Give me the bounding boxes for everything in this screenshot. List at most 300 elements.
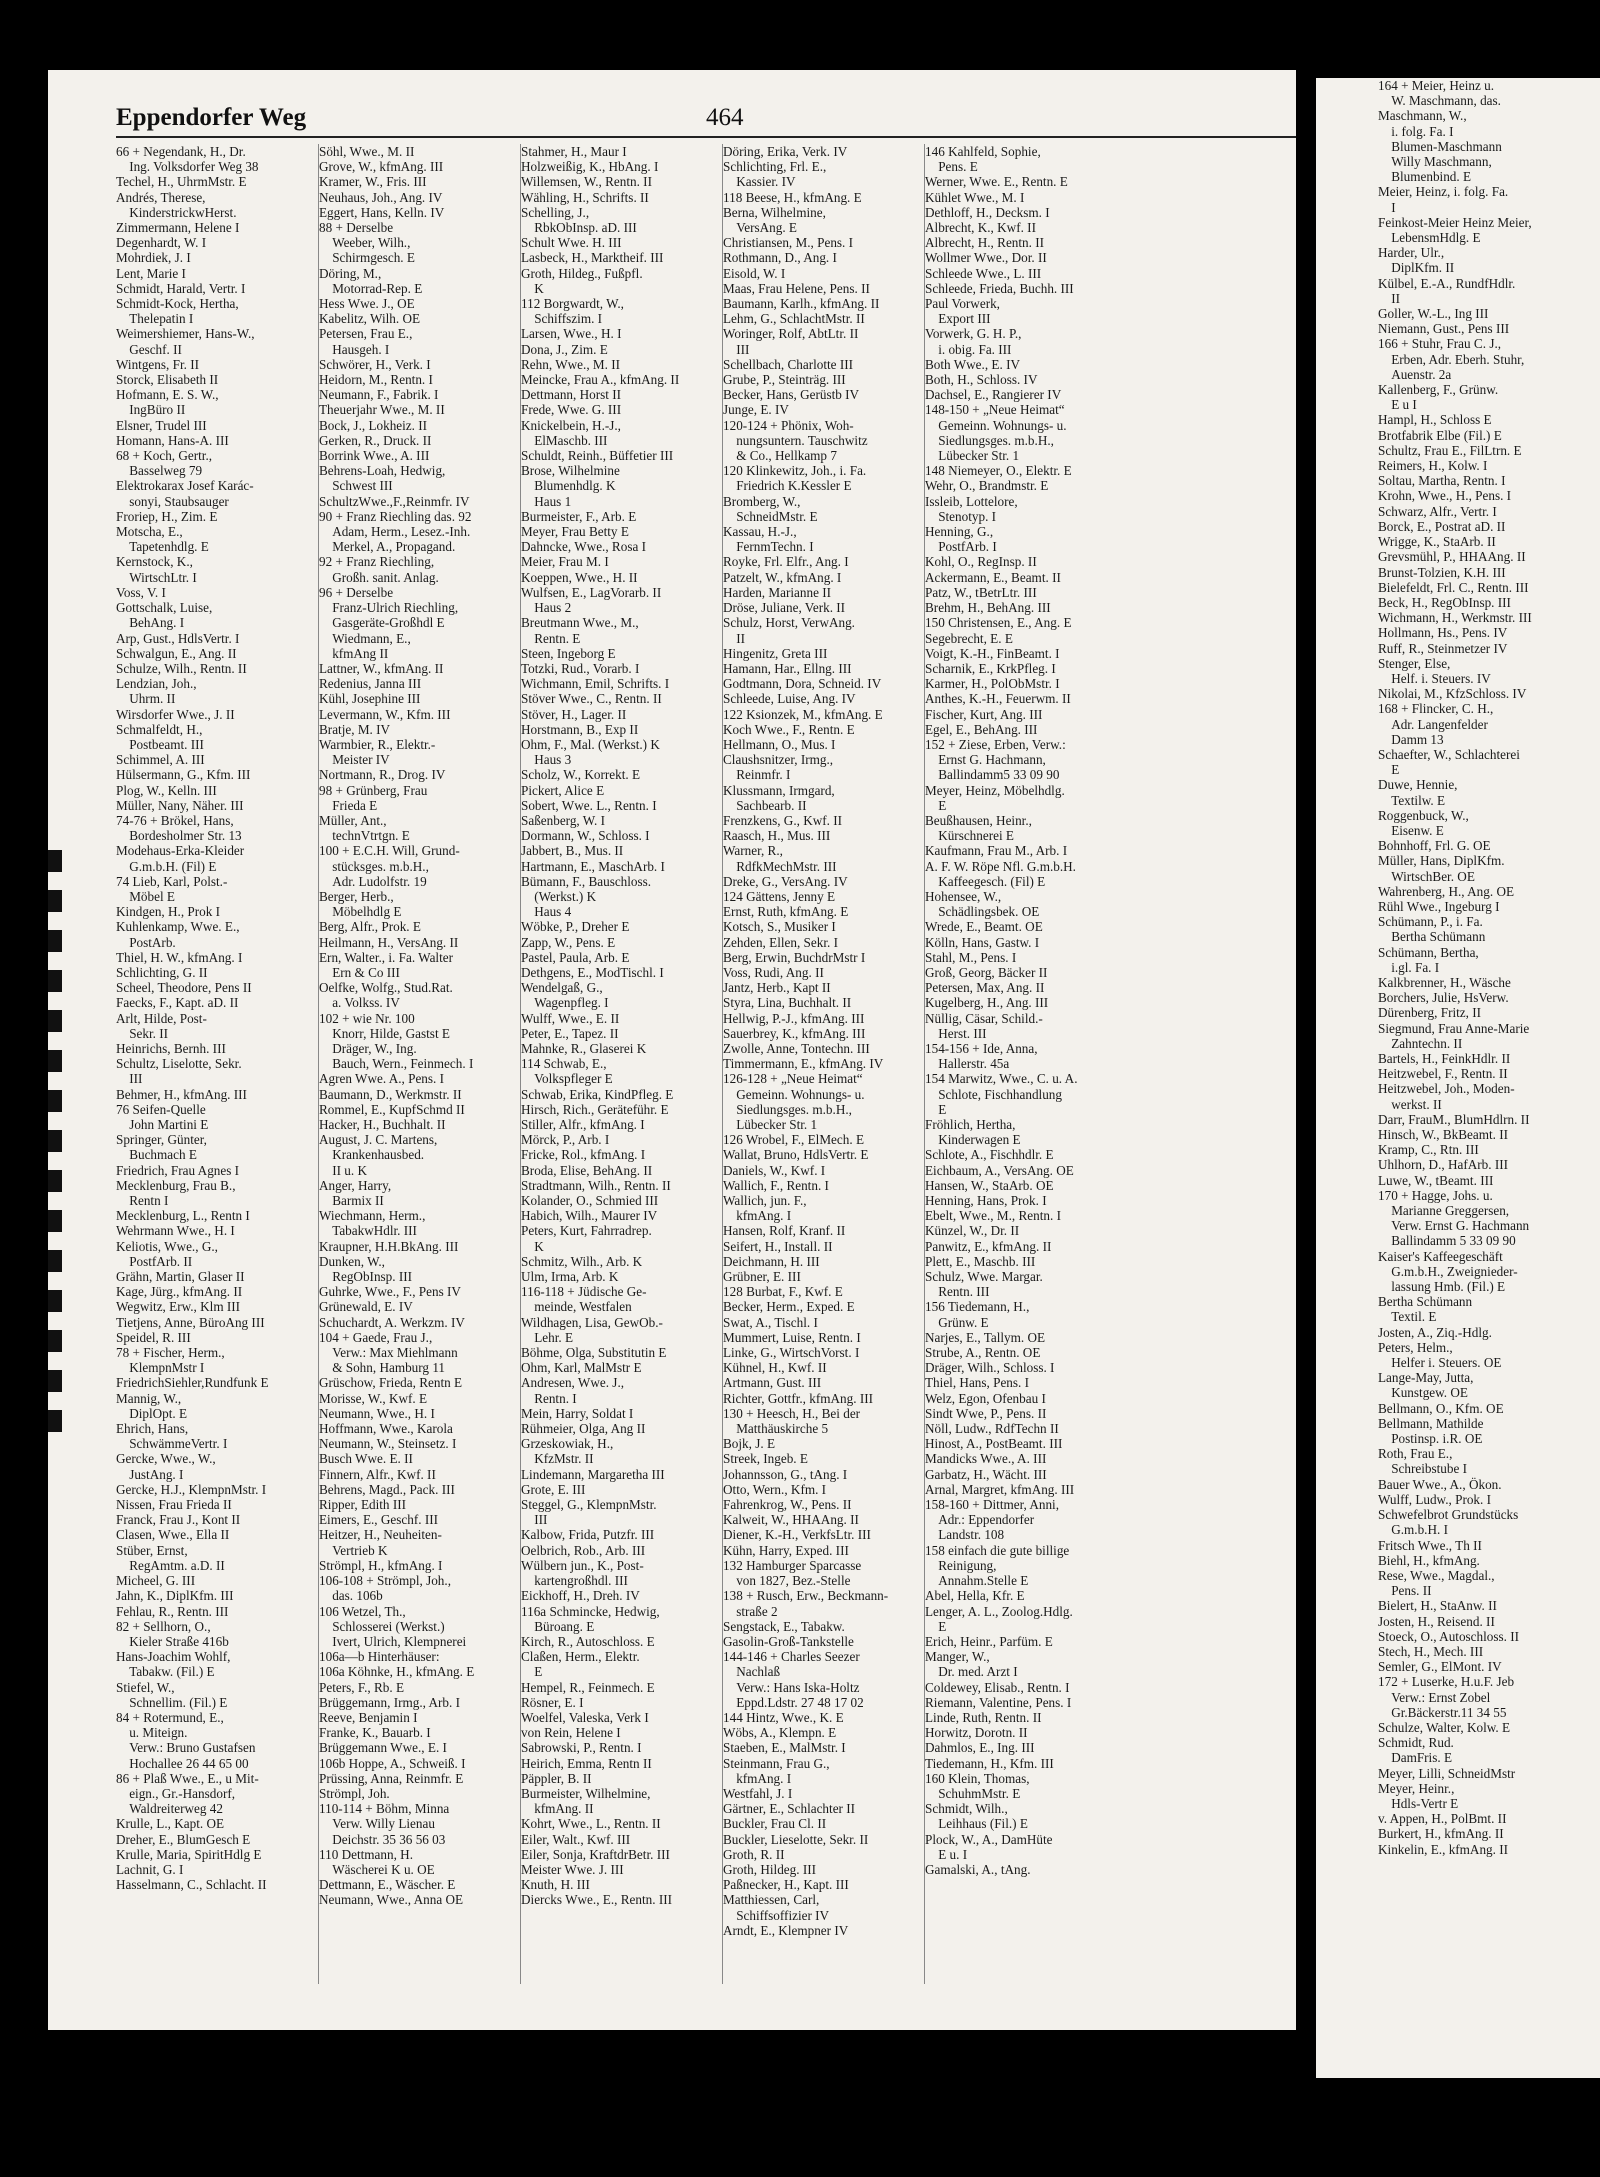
directory-entry: Kalweit, W., HHAAng. II: [723, 1512, 859, 1528]
directory-entry: Hans-Joachim Wohlf,: [116, 1649, 231, 1665]
directory-entry: Haus 3: [521, 752, 572, 768]
directory-entry: Ivert, Ulrich, Klempnerei: [319, 1633, 467, 1649]
directory-entry: Heinrichs, Bernh. III: [116, 1040, 226, 1056]
directory-entry: Wahrenberg, H., Ang. OE: [1378, 883, 1515, 899]
directory-entry: Goller, W.-L., Ing III: [1378, 306, 1489, 322]
directory-entry: Horwitz, Dorotn. II: [925, 1725, 1028, 1741]
directory-entry: G.m.b.H. I: [1378, 1522, 1448, 1538]
directory-entry: Grzeskowiak, H.,: [521, 1436, 614, 1452]
directory-entry: Wrede, E., Beamt. OE: [925, 919, 1043, 935]
directory-entry: Darr, FrauM., BlumHdlrn. II: [1378, 1111, 1530, 1127]
directory-entry: Jabbert, B., Mus. II: [521, 843, 624, 859]
directory-entry: i. folg. Fa. I: [1378, 123, 1454, 139]
directory-entry: IngBüro II: [116, 402, 186, 418]
directory-entry: 106 Wetzel, Th.,: [319, 1603, 406, 1619]
directory-entry: Kalkbrenner, H., Wäsche: [1378, 974, 1511, 990]
directory-entry: werkst. II: [1378, 1096, 1442, 1112]
directory-entry: Wichmann, H., Werkmstr. III: [1378, 610, 1532, 626]
directory-entry: 172 + Luserke, H.u.F. Jeb: [1378, 1674, 1515, 1690]
directory-entry: Scholz, W., Korrekt. E: [521, 767, 641, 783]
directory-entry: 110 Dettmann, H.: [319, 1846, 414, 1862]
directory-entry: Paßnecker, H., Kapt. III: [723, 1877, 849, 1893]
directory-entry: Wegwitz, Erw., Klm III: [116, 1299, 241, 1315]
directory-entry: Stoeck, O., Autoschloss. II: [1378, 1628, 1520, 1644]
directory-entry: Heitzwebel, F., Rentn. II: [1378, 1066, 1508, 1082]
directory-entry: Arnal, Margret, kfmAng. III: [925, 1481, 1075, 1497]
directory-entry: Deichmann, H. III: [723, 1253, 820, 1269]
directory-entry: Meyer, Heinr.,: [1378, 1780, 1455, 1796]
directory-entry: RegObInsp. III: [319, 1269, 413, 1285]
directory-entry: Hollmann, Hs., Pens. IV: [1378, 625, 1508, 641]
directory-entry: Pens. II: [1378, 1583, 1432, 1599]
directory-entry: 158 einfach die gute billige: [925, 1542, 1070, 1558]
directory-entry: Hansen, Rolf, Kranf. II: [723, 1223, 846, 1239]
directory-entry: 114 Schwab, E.,: [521, 1056, 607, 1072]
directory-entry: Bock, J., Lokheiz. II: [319, 417, 428, 433]
directory-entry: Brotfabrik Elbe (Fil.) E: [1378, 427, 1502, 443]
directory-entry: Kölln, Hans, Gastw. I: [925, 934, 1040, 950]
directory-entry: 88 + Derselbe: [319, 220, 394, 236]
directory-entry: A. F. W. Röpe Nfl. G.m.b.H.: [925, 858, 1076, 874]
directory-entry: Hellwig, P.-J., kfmAng. III: [723, 1010, 865, 1026]
directory-column-5: [924, 144, 1123, 1984]
directory-entry: Schulz, Horst, VerwAng.: [723, 615, 855, 631]
directory-entry: Bellmann, O., Kfm. OE: [1378, 1400, 1504, 1416]
directory-entry: Meier, Heinz, i. folg. Fa.: [1378, 184, 1509, 200]
directory-entry: Verw. Willy Lienau: [319, 1816, 435, 1832]
directory-entry: Styra, Lina, Buchhalt. II: [723, 995, 852, 1011]
directory-entry: Broda, Elise, BehAng. II: [521, 1162, 653, 1178]
directory-entry: E: [925, 1101, 947, 1117]
directory-entry: Nortmann, R., Drog. IV: [319, 767, 446, 783]
directory-entry: Baumann, D., Werkmstr. II: [319, 1086, 462, 1102]
directory-entry: Paul Vorwerk,: [925, 296, 1000, 312]
directory-entry: Kramp, C., Rtn. III: [1378, 1142, 1479, 1158]
page-number: 464: [706, 104, 744, 131]
directory-entry: Sabrowski, P., Rentn. I: [521, 1740, 642, 1756]
directory-entry: kfmAng. I: [723, 1208, 792, 1224]
directory-entry: Motorrad-Rep. E: [319, 280, 423, 296]
directory-entry: Verw.: Ernst Zobel: [1378, 1689, 1491, 1705]
directory-entry: Bellmann, Mathilde: [1378, 1415, 1484, 1431]
directory-entry: Wrigge, K., StaArb. II: [1378, 534, 1496, 550]
directory-entry: Bojk, J. E: [723, 1436, 776, 1452]
directory-entry: 118 Beese, H., kfmAng. E: [723, 189, 862, 205]
directory-entry: LebensmHdlg. E: [1378, 230, 1481, 246]
directory-entry: Helf. i. Steuers. IV: [1378, 670, 1491, 686]
directory-entry: Hempel, R., Feinmech. E: [521, 1679, 655, 1695]
directory-entry: Patzelt, W., kfmAng. I: [723, 569, 842, 585]
directory-entry: Motscha, E.,: [116, 524, 183, 540]
directory-entry: Feinkost-Meier Heinz Meier,: [1378, 214, 1532, 230]
directory-entry: Steggel, G., KlempnMstr.: [521, 1497, 657, 1513]
directory-entry: Behmer, H., kfmAng. III: [116, 1086, 247, 1102]
directory-entry: Dreher, E., BlumGesch E: [116, 1831, 251, 1847]
directory-entry: Koch Wwe., F., Rentn. E: [723, 721, 855, 737]
directory-entry: Fricke, Rol., kfmAng. I: [521, 1147, 646, 1163]
directory-entry: Schmitz, Wilh., Arb. K: [521, 1253, 643, 1269]
directory-entry: Schlichting, Frl. E.,: [723, 159, 827, 175]
directory-entry: 170 + Hagge, Johs. u.: [1378, 1187, 1493, 1203]
page-header: [116, 104, 1296, 148]
directory-entry: JustAng. I: [116, 1466, 184, 1482]
directory-entry: Schaefter, W., Schlachterei: [1378, 746, 1520, 762]
directory-entry: Luwe, W., tBeamt. III: [1378, 1172, 1494, 1188]
directory-entry: Haus 2: [521, 600, 572, 616]
directory-entry: von 1827, Bez.-Stelle: [723, 1573, 851, 1589]
directory-entry: Gercke, H.J., KlempnMstr. I: [116, 1481, 267, 1497]
directory-entry: Strömpl, H., kfmAng. I: [319, 1557, 443, 1573]
directory-entry: II: [723, 630, 745, 646]
directory-entry: Brüggemann, Irmg., Arb. I: [319, 1694, 461, 1710]
directory-entry: Gr.Bäckerstr.11 34 55: [1378, 1704, 1507, 1720]
directory-entry: Strube, A., Rentn. OE: [925, 1345, 1041, 1361]
directory-entry: Wallich, jun. F.,: [723, 1193, 807, 1209]
directory-entry: Horstmann, B., Exp II: [521, 721, 639, 737]
directory-entry: Hausgeh. I: [319, 341, 390, 357]
directory-entry: Woringer, Rolf, AbtLtr. II: [723, 326, 859, 342]
directory-entry: Uhrm. II: [116, 691, 176, 707]
directory-entry: Grevsmühl, P., HHAAng. II: [1378, 549, 1526, 565]
directory-entry: Gerken, R., Druck. II: [319, 432, 432, 448]
directory-entry: Kinkelin, E., kfmAng. II: [1378, 1841, 1509, 1857]
directory-entry: DiplOpt. E: [116, 1405, 188, 1421]
directory-entry: 148-150 + „Neue Heimat“: [925, 402, 1065, 418]
directory-entry: Grote, E. III: [521, 1481, 586, 1497]
directory-entry: Tiedemann, H., Kfm. III: [925, 1755, 1054, 1771]
directory-entry: Ebelt, Wwe., M., Rentn. I: [925, 1208, 1062, 1224]
directory-entry: Techel, H., UhrmMstr. E: [116, 174, 247, 190]
directory-entry: straße 2: [723, 1603, 778, 1619]
directory-entry: Prüssing, Anna, Reinmfr. E: [319, 1770, 464, 1786]
directory-entry: Dethgens, E., ModTischl. I: [521, 964, 664, 980]
directory-entry: Schultz, Frau E., FilLtrn. E: [1378, 442, 1522, 458]
directory-entry: Rehn, Wwe., M. II: [521, 356, 621, 372]
directory-entry: Adr. Langenfelder: [1378, 716, 1488, 732]
directory-entry: Heilmann, H., VersAng. II: [319, 934, 459, 950]
directory-entry: Friedrich K.Kessler E: [723, 478, 852, 494]
directory-entry: Neumann, Wwe., Anna OE: [319, 1892, 464, 1908]
header-rule: [116, 136, 1296, 138]
directory-entry: Keliotis, Wwe., G.,: [116, 1238, 218, 1254]
directory-entry: Voigt, K.-H., FinBeamt. I: [925, 645, 1060, 661]
directory-entry: Krulle, L., Kapt. OE: [116, 1816, 225, 1832]
directory-entry: Wiedmann, E.,: [319, 630, 411, 646]
directory-entry: Panwitz, E., kfmAng. II: [925, 1238, 1052, 1254]
directory-entry: Külbel, E.-A., RundfHdlr.: [1378, 275, 1516, 291]
directory-entry: Redenius, Janna III: [319, 676, 422, 692]
directory-entry: G.m.b.H. (Fil) E: [116, 858, 217, 874]
directory-entry: Grove, W., kfmAng. III: [319, 159, 444, 175]
directory-entry: Heitzwebel, Joh., Moden-: [1378, 1081, 1515, 1097]
directory-entry: Burmeister, F., Arb. E: [521, 508, 637, 524]
directory-entry: Kage, Jürg., kfmAng. II: [116, 1284, 243, 1300]
directory-entry: Fischer, Kurt, Ang. III: [925, 706, 1043, 722]
directory-entry: Riemann, Valentine, Pens. I: [925, 1694, 1072, 1710]
directory-entry: Diener, K.-H., VerkfsLtr. III: [723, 1527, 871, 1543]
directory-entry: a. Volkss. IV: [319, 995, 400, 1011]
directory-entry: Lenger, A. L., Zoolog.Hdlg.: [925, 1603, 1073, 1619]
directory-entry: Dettmann, E., Wäscher. E: [319, 1877, 456, 1893]
directory-entry: Andresen, Wwe. J.,: [521, 1375, 625, 1391]
directory-entry: Willemsen, W., Rentn. II: [521, 174, 652, 190]
directory-entry: 106-108 + Strömpl, Joh.,: [319, 1573, 451, 1589]
directory-entry: Steinmann, Frau G.,: [723, 1755, 830, 1771]
directory-entry: John Martini E: [116, 1117, 209, 1132]
directory-entry: Klussmann, Irmgard,: [723, 782, 835, 798]
binding-marks: [48, 850, 62, 1470]
directory-entry: Heitzer, H., Neuheiten-: [319, 1527, 442, 1543]
directory-entry: Berna, Wilhelmine,: [723, 204, 826, 220]
directory-entry: Blumenhdlg. K: [521, 478, 616, 494]
directory-entry: FriedrichSiehler,Rundfunk E: [116, 1375, 269, 1391]
directory-entry: 152 + Ziese, Erben, Verw.:: [925, 736, 1066, 752]
directory-entry: Schwarz, Alfr., Vertr. I: [1378, 503, 1497, 519]
directory-entry: Heidorn, M., Rentn. I: [319, 372, 433, 388]
directory-entry: Nüllig, Cäsar, Schild.-: [925, 1010, 1043, 1026]
directory-entry: PostArb.: [116, 934, 176, 950]
directory-entry: K: [521, 1238, 544, 1254]
directory-entry: Josten, H., Reisend. II: [1378, 1613, 1495, 1629]
directory-entry: 164 + Meier, Heinz u.: [1378, 78, 1495, 93]
directory-entry: Matthiessen, Carl,: [723, 1892, 820, 1908]
directory-entry: 126 Wrobel, F., ElMech. E: [723, 1132, 865, 1148]
directory-entry: Gasgeräte-Großhdl E: [319, 615, 445, 631]
directory-entry: Eimers, E., Geschf. III: [319, 1512, 439, 1528]
directory-entry: Sekr. II: [116, 1025, 169, 1041]
directory-entry: Ern, Walter., i. Fa. Walter: [319, 949, 453, 965]
directory-entry: Waldreiterweg 42: [116, 1801, 223, 1817]
directory-entry: Borrink Wwe., A. III: [319, 448, 430, 464]
directory-entry: Mummert, Luise, Rentn. I: [723, 1329, 861, 1345]
directory-entry: Pickert, Alice E: [521, 782, 605, 798]
directory-entry: Karmer, H., PolObMstr. I: [925, 676, 1060, 692]
directory-entry: Kolander, O., Schmied III: [521, 1193, 659, 1209]
directory-entry: Blumen-Maschmann: [1378, 138, 1502, 154]
directory-entry: Wehr, O., Brandmstr. E: [925, 478, 1049, 494]
directory-entry: Nöll, Ludw., RdfTechn II: [925, 1421, 1059, 1437]
directory-entry: Volkspfleger E: [521, 1071, 613, 1087]
directory-entry: Zapp, W., Pens. E: [521, 934, 616, 950]
directory-entry: E u I: [1378, 397, 1417, 413]
directory-entry: Bartels, H., FeinkHdlr. II: [1378, 1051, 1511, 1066]
directory-entry: Peter, E., Tapez. II: [521, 1025, 619, 1041]
directory-entry: Stüber, Ernst,: [116, 1542, 188, 1558]
directory-entry: KinderstrickwHerst.: [116, 204, 237, 220]
directory-entry: Mörck, P., Arb. I: [521, 1132, 610, 1148]
directory-entry: SchultzWwe.,F.,Reinmfr. IV: [319, 493, 470, 509]
directory-entry: Hohensee, W.,: [925, 888, 1002, 904]
directory-entry: Becker, Hans, Gerüstb IV: [723, 387, 860, 403]
directory-entry: Voss, V. I: [116, 584, 166, 600]
directory-entry: Larsen, Wwe., H. I: [521, 326, 622, 342]
directory-entry: Brunst-Tolzien, K.H. III: [1378, 564, 1506, 580]
directory-entry: Artmann, Gust. III: [723, 1375, 822, 1391]
directory-entry: Postinsp. i.R. OE: [1378, 1431, 1483, 1447]
directory-entry: Wulff, Ludw., Prok. I: [1378, 1491, 1492, 1507]
directory-entry: Adam, Herm., Lesez.-Inh.: [319, 524, 471, 540]
directory-entry: Schulze, Wilh., Rentn. II: [116, 660, 247, 676]
directory-entry: Großh. sanit. Anlag.: [319, 569, 439, 585]
directory-entry: Döring, M.,: [319, 265, 382, 281]
directory-entry: Lindemann, Margaretha III: [521, 1466, 665, 1482]
directory-entry: Linde, Ruth, Rentn. II: [925, 1709, 1042, 1725]
directory-entry: ElMaschb. III: [521, 432, 608, 448]
directory-entry: Groth, R. II: [723, 1846, 785, 1862]
directory-entry: Dethloff, H., Decksm. I: [925, 204, 1050, 220]
directory-entry: Krohn, Wwe., H., Pens. I: [1378, 488, 1512, 504]
directory-entry: Swat, A., Tischl. I: [723, 1314, 818, 1330]
directory-entry: Morisse, W., Kwf. E: [319, 1390, 428, 1406]
directory-entry: Schnellim. (Fil.) E: [116, 1694, 228, 1710]
directory-entry: 104 + Gaede, Frau J.,: [319, 1329, 433, 1345]
directory-entry: Müller, Ant.,: [319, 812, 387, 828]
directory-entry: Krulle, Maria, SpiritHdlg E: [116, 1846, 262, 1862]
directory-entry: Theuerjahr Wwe., M. II: [319, 402, 445, 418]
directory-entry: 110-114 + Böhm, Minna: [319, 1801, 450, 1817]
directory-entry: Vorwerk, G. H. P.,: [925, 326, 1022, 342]
directory-entry: Welz, Egon, Ofenbau I: [925, 1390, 1046, 1406]
directory-entry: Gärtner, E., Schlachter II: [723, 1801, 856, 1817]
directory-entry: Grünewald, E. IV: [319, 1299, 413, 1315]
directory-entry: Tietjens, Anne, BüroAng III: [116, 1314, 265, 1330]
directory-entry: Stech, H., Mech. III: [1378, 1643, 1484, 1659]
directory-entry: 74-76 + Brökel, Hans,: [116, 812, 234, 828]
right-page: [1316, 78, 1600, 2078]
directory-entry: Thiel, H. W., kfmAng. I: [116, 949, 243, 965]
directory-entry: Schirmgesch. E: [319, 250, 415, 266]
directory-entry: Lübecker Str. 1: [925, 448, 1020, 464]
directory-entry: Meier, Frau M. I: [521, 554, 609, 570]
directory-entry: 90 + Franz Riechling das. 92: [319, 508, 472, 524]
directory-entry: Anthes, K.-H., Feuerwm. II: [925, 691, 1071, 707]
directory-entry: von Rein, Helene I: [521, 1725, 621, 1741]
directory-entry: Schmidt, Harald, Vertr. I: [116, 280, 246, 296]
directory-entry: Groth, Hildeg., Fußpfl.: [521, 265, 643, 281]
directory-entry: Döring, Erika, Verk. IV: [723, 144, 848, 159]
directory-entry: Henning, Hans, Prok. I: [925, 1193, 1047, 1209]
directory-entry: Schellbach, Charlotte III: [723, 356, 853, 372]
directory-entry: Schuchardt, A. Werkzm. IV: [319, 1314, 465, 1330]
directory-entry: Schädlingsbek. OE: [925, 904, 1040, 920]
directory-entry: Schulze, Walter, Kolw. E: [1378, 1719, 1511, 1735]
directory-entry: kartengroßhdl. III: [521, 1573, 628, 1589]
directory-entry: August, J. C. Martens,: [319, 1132, 438, 1148]
directory-entry: Narjes, E., Tallym. OE: [925, 1329, 1046, 1345]
directory-entry: Anger, Harry,: [319, 1177, 392, 1193]
directory-entry: II: [1378, 290, 1400, 306]
directory-entry: Kugelberg, H., Ang. III: [925, 995, 1049, 1011]
directory-entry: Thelepatin I: [116, 311, 194, 327]
directory-entry: VersAng. E: [723, 220, 797, 236]
directory-entry: Petersen, Max, Ang. II: [925, 980, 1045, 996]
directory-entry: Reeve, Benjamin I: [319, 1709, 418, 1725]
directory-entry: Speidel, R. III: [116, 1329, 191, 1345]
directory-entry: PostfArb. II: [116, 1253, 193, 1269]
directory-entry: Kaufmann, Frau M., Arb. I: [925, 843, 1068, 859]
directory-entry: Burmeister, Wilhelmine,: [521, 1785, 651, 1801]
directory-entry: Bauer Wwe., A., Ökon.: [1378, 1476, 1502, 1492]
directory-entry: Ehrich, Hans,: [116, 1421, 189, 1437]
directory-entry: Hasselmann, C., Schlacht. II: [116, 1877, 267, 1893]
directory-entry: Helfer i. Steuers. OE: [1378, 1355, 1502, 1371]
directory-entry: Rentn. I: [521, 1390, 577, 1406]
directory-entry: Bertha Schümann: [1378, 1294, 1473, 1310]
directory-entry: Kuhlenkamp, Wwe. E.,: [116, 919, 240, 935]
directory-entry: Buckler, Frau Cl. II: [723, 1816, 827, 1832]
directory-entry: Beußhausen, Heinr.,: [925, 812, 1032, 828]
directory-entry: Jahn, K., DiplKfm. III: [116, 1588, 234, 1604]
directory-entry: Kotsch, S., Musiker I: [723, 919, 836, 935]
directory-entry: WirtschBer. OE: [1378, 868, 1475, 884]
directory-entry: Söhl, Wwe., M. II: [319, 144, 415, 159]
directory-entry: 150 Christensen, E., Ang. E: [925, 615, 1072, 631]
directory-entry: Blumenbind. E: [1378, 169, 1472, 185]
directory-entry: Stiefel, W.,: [116, 1679, 175, 1695]
directory-entry: Borchers, Julie, HsVerw.: [1378, 990, 1509, 1006]
directory-entry: Schümann, Bertha,: [1378, 944, 1479, 960]
directory-entry: Fritsch Wwe., Th II: [1378, 1537, 1482, 1553]
directory-entry: Kabelitz, Wilh. OE: [319, 311, 421, 327]
directory-entry: Gamalski, A., tAng.: [925, 1861, 1031, 1877]
directory-entry: Elektrokarax Josef Karác-: [116, 478, 254, 494]
directory-entry: Kassier. IV: [723, 174, 796, 190]
directory-entry: Ballindamm 5 33 09 90: [1378, 1233, 1516, 1249]
directory-entry: Schult Wwe. H. III: [521, 235, 622, 251]
directory-entry: Guhrke, Wwe., F., Pens IV: [319, 1284, 461, 1300]
directory-entry: Wendelgaß, G.,: [521, 980, 603, 996]
directory-entry: Hoffmann, Wwe., Karola: [319, 1421, 453, 1437]
directory-entry: Linke, G., WirtschVorst. I: [723, 1345, 860, 1361]
directory-entry: Neumann, W., Steinsetz. I: [319, 1436, 457, 1452]
directory-entry: Grube, P., Steinträg. III: [723, 372, 846, 388]
directory-entry: Hingenitz, Greta III: [723, 645, 828, 661]
directory-entry: Homann, Hans-A. III: [116, 432, 229, 448]
directory-entry: Sobert, Wwe. L., Rentn. I: [521, 797, 657, 813]
directory-entry: Egel, E., BehAng. III: [925, 721, 1038, 737]
directory-entry: Friedrich, Frau Agnes I: [116, 1162, 240, 1178]
directory-entry: Schmidt, Wilh.,: [925, 1801, 1008, 1817]
directory-entry: Warmbier, R., Elektr.-: [319, 736, 436, 752]
directory-entry: Biehl, H., kfmAng.: [1378, 1552, 1480, 1568]
directory-entry: Arp, Gust., HdlsVertr. I: [116, 630, 240, 646]
directory-entry: Schwörer, H., Verk. I: [319, 356, 431, 372]
directory-entry: Timmermann, E., kfmAng. IV: [723, 1056, 884, 1072]
directory-entry: Baumann, Karlh., kfmAng. II: [723, 296, 880, 312]
directory-entry: Wagenpfleg. I: [521, 995, 609, 1011]
directory-entry: Hofmann, E. S. W.,: [116, 387, 219, 403]
directory-entry: Lattner, W., kfmAng. II: [319, 660, 444, 676]
directory-entry: 112 Borgwardt, W.,: [521, 296, 624, 312]
directory-entry: 160 Klein, Thomas,: [925, 1770, 1030, 1786]
directory-entry: Rühmeier, Olga, Ang II: [521, 1421, 646, 1437]
directory-entry: 98 + Grünberg, Frau: [319, 782, 428, 798]
directory-entry: Dräger, Wilh., Schloss. I: [925, 1360, 1055, 1376]
directory-entry: Meyer, Heinz, Möbelhdlg.: [925, 782, 1065, 798]
directory-entry: meinde, Westfalen: [521, 1299, 632, 1315]
directory-column-4: [722, 144, 921, 1984]
directory-entry: Nachlaß: [723, 1664, 781, 1680]
directory-entry: 78 + Fischer, Herm.,: [116, 1345, 225, 1361]
directory-entry: Scharnik, E., KrkPfleg. I: [925, 660, 1056, 676]
directory-entry: Harden, Marianne II: [723, 584, 832, 600]
directory-entry: Kassau, H.-J.,: [723, 524, 797, 540]
directory-entry: Wähling, H., Schrifts. II: [521, 189, 649, 205]
directory-entry: Brose, Wilhelmine: [521, 463, 620, 479]
directory-column-2: [318, 144, 517, 1984]
directory-entry: Schimmel, A. III: [116, 752, 205, 768]
directory-entry: Siedlungsges. m.b.H.,: [925, 432, 1054, 448]
